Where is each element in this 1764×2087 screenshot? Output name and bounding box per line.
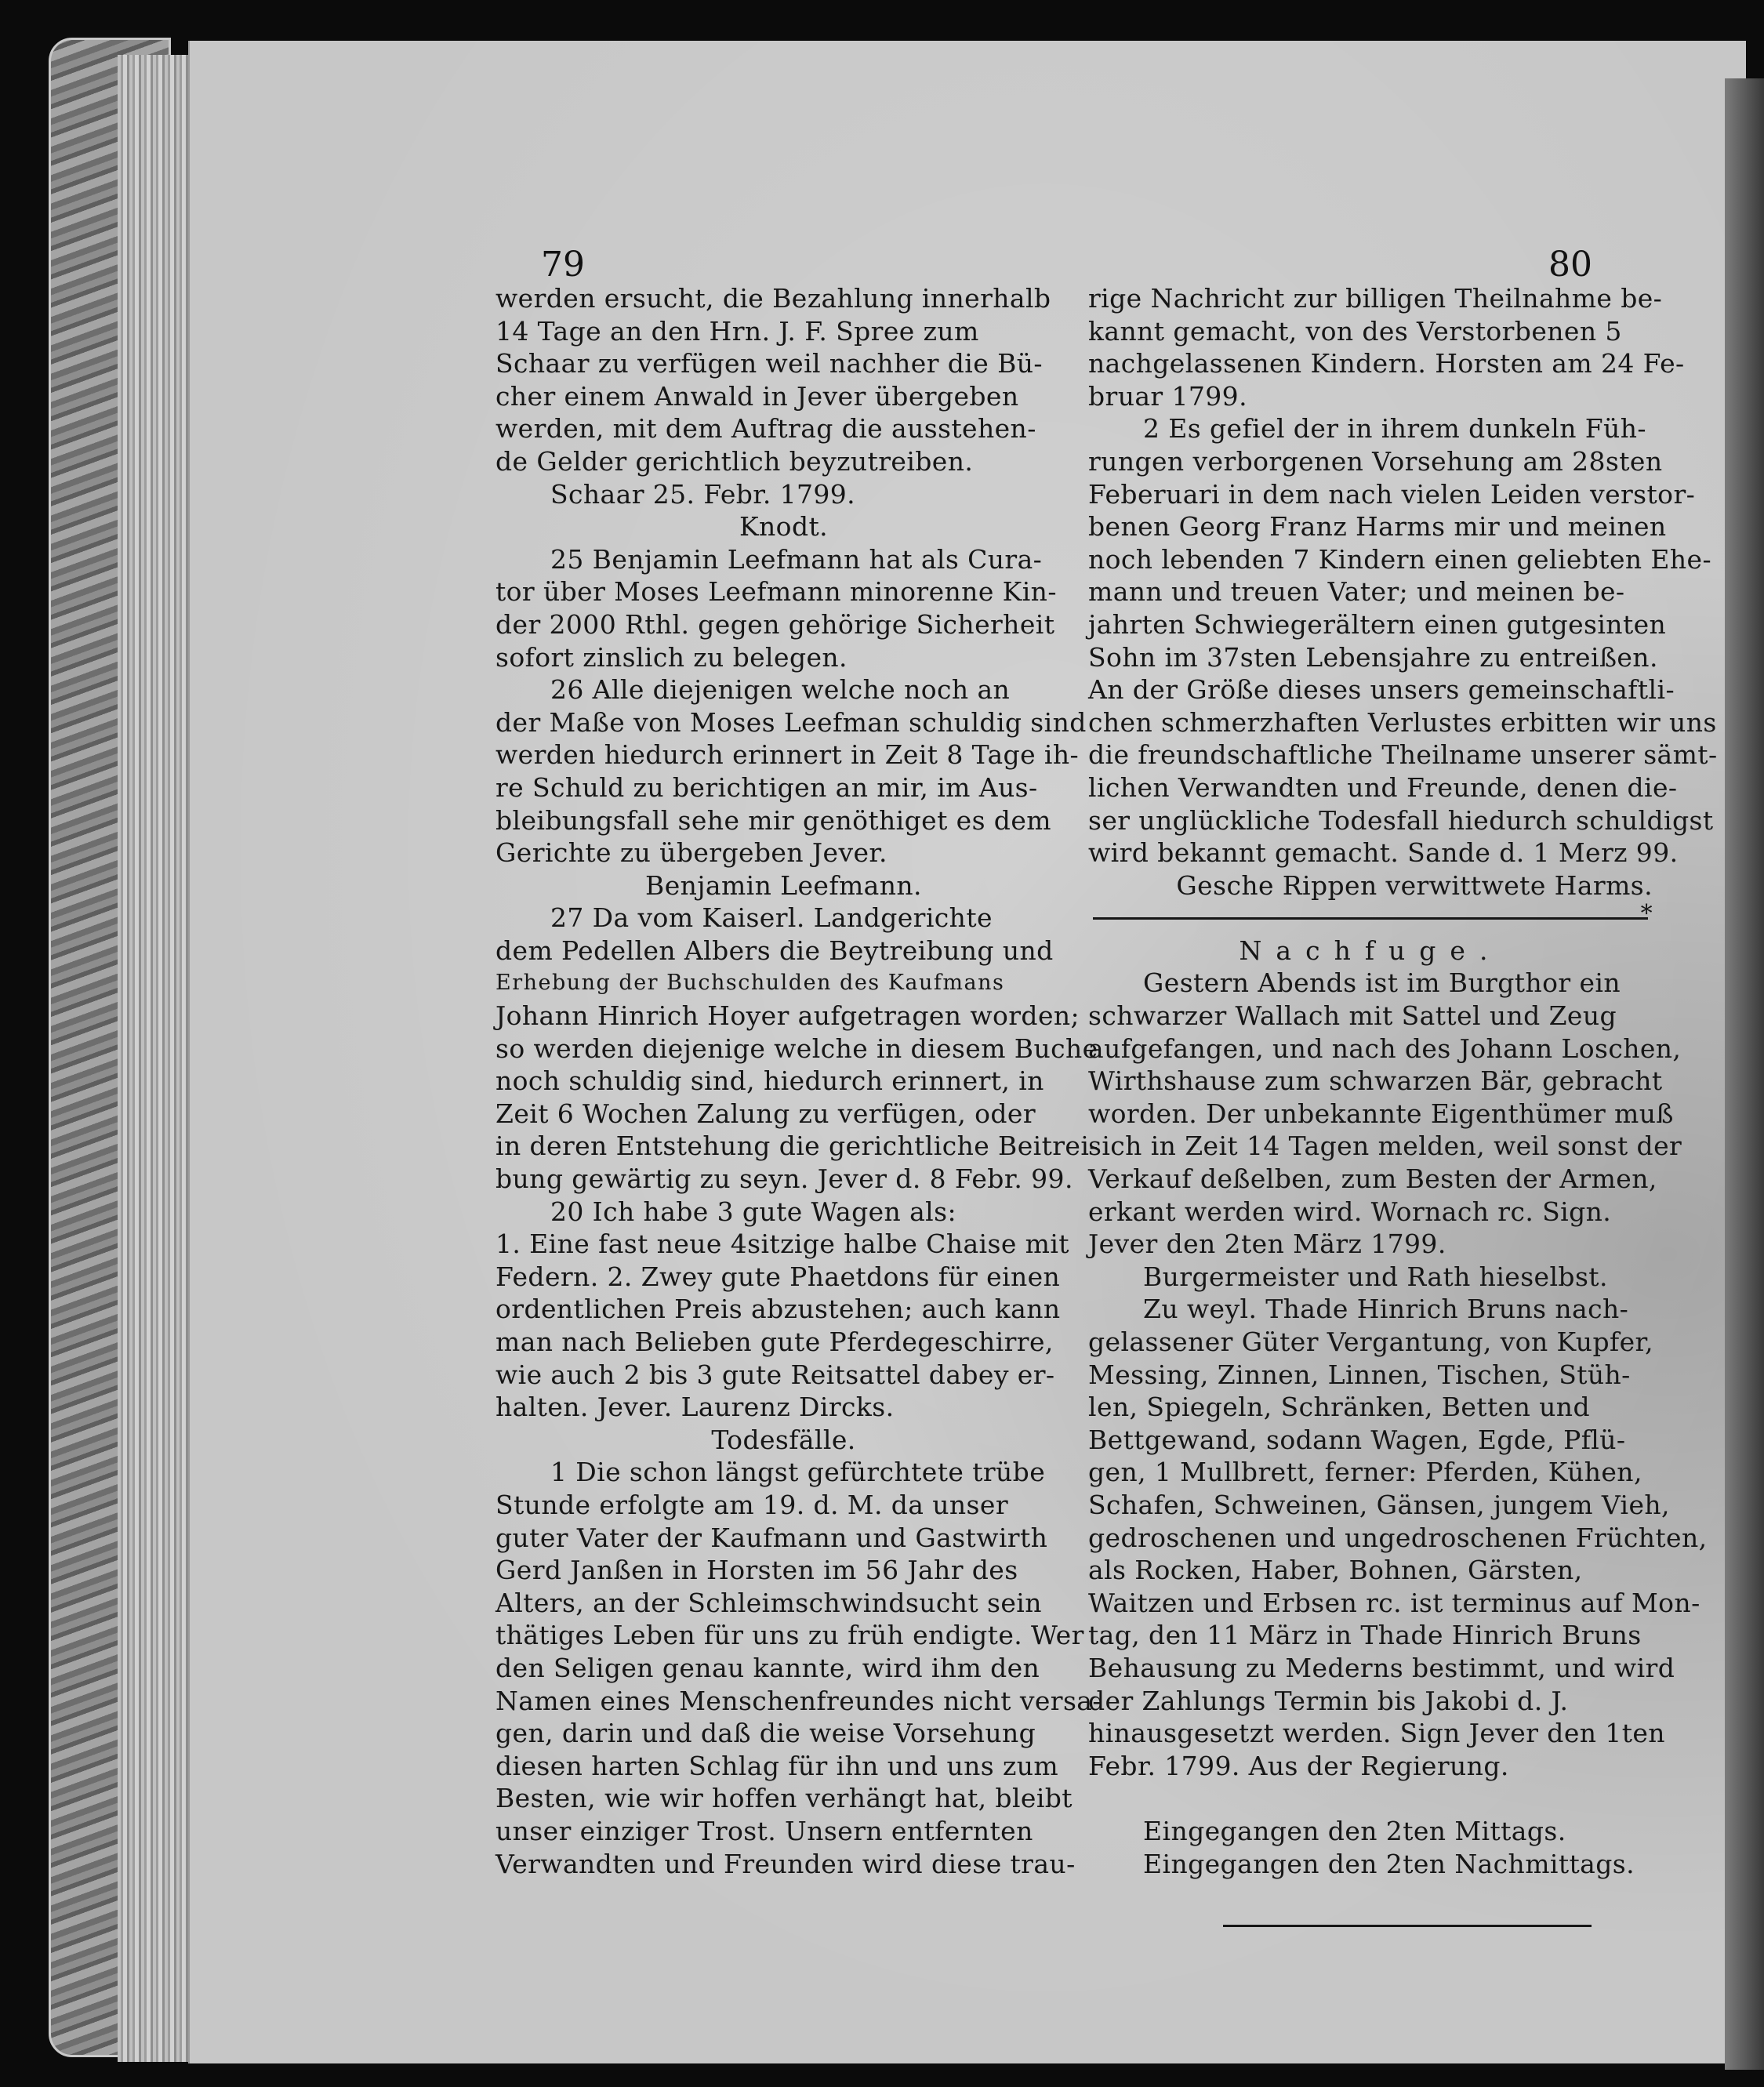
text-line: An der Größe dieses unsers gemeinschaftli- bbox=[1088, 674, 1675, 706]
text-line: Verwandten und Freunden wird diese trau- bbox=[495, 1848, 1076, 1879]
text-line: Zu weyl. Thade Hinrich Bruns nach- bbox=[1143, 1294, 1629, 1325]
text-line: noch schuldig sind, hiedurch erinnert, in bbox=[495, 1065, 1044, 1097]
text-line: 25 Benjamin Leefmann hat als Cura- bbox=[550, 543, 1043, 575]
text-line: Feberuari in dem nach vielen Leiden verstor- bbox=[1088, 478, 1696, 510]
text-line: Messing, Zinnen, Linnen, Tischen, Stüh- bbox=[1088, 1359, 1631, 1390]
text-line: re Schuld zu berichtigen an mir, im Aus- bbox=[495, 771, 1038, 803]
text-line: de Gelder gerichtlich beyzutreiben. bbox=[495, 445, 974, 477]
text-line: aufgefangen, und nach des Johann Loschen, bbox=[1088, 1033, 1682, 1064]
right-column bbox=[1088, 282, 1718, 1880]
text-line: halten. Jever. Laurenz Dircks. bbox=[495, 1392, 895, 1423]
text-line: rungen verborgenen Vorsehung am 28sten bbox=[1088, 445, 1663, 477]
text-line: 20 Ich habe 3 gute Wagen als: bbox=[550, 1196, 956, 1227]
text-line: der 2000 Rthl. gegen gehörige Sicherheit bbox=[495, 608, 1055, 640]
text-line: Zeit 6 Wochen Zalung zu verfügen, oder bbox=[495, 1098, 1036, 1129]
text-line: Federn. 2. Zwey gute Phaetdons für einen bbox=[495, 1261, 1061, 1292]
text-line: rige Nachricht zur billigen Theilnahme be- bbox=[1088, 283, 1663, 314]
text-line: Gerichte zu übergeben Jever. bbox=[495, 837, 887, 869]
section-heading: Todesfälle. bbox=[711, 1424, 856, 1455]
text-line: so werden diejenige welche in diesem Buche bbox=[495, 1033, 1098, 1064]
text-line: als Rocken, Haber, Bohnen, Gärsten, bbox=[1088, 1555, 1583, 1586]
text-line: 1. Eine fast neue 4sitzige halbe Chaise mit bbox=[495, 1229, 1069, 1260]
receipt-note: Eingegangen den 2ten Mittags. bbox=[1143, 1815, 1566, 1846]
text-line: mann und treuen Vater; und meinen be- bbox=[1088, 576, 1625, 608]
left-column bbox=[495, 282, 1102, 1880]
text-line: Gerd Janßen in Horsten im 56 Jahr des bbox=[495, 1555, 1018, 1586]
page-number-left: 79 bbox=[541, 245, 585, 285]
text-line: unser einziger Trost. Unsern entfernten bbox=[495, 1815, 1033, 1846]
section-divider bbox=[1088, 902, 1653, 935]
text-line: tag, den 11 März in Thade Hinrich Bruns bbox=[1088, 1620, 1642, 1651]
text-line: Waitzen und Erbsen rc. ist terminus auf Mon- bbox=[1088, 1587, 1700, 1618]
text-line: worden. Der unbekannte Eigenthümer muß bbox=[1088, 1098, 1674, 1129]
text-line: bleibungsfall sehe mir genöthiget es dem bbox=[495, 804, 1051, 836]
text-line: sich in Zeit 14 Tagen melden, weil sonst der bbox=[1088, 1131, 1682, 1162]
text-line: ser unglückliche Todesfall hiedurch schuldigst bbox=[1088, 804, 1714, 836]
text-line: wird bekannt gemacht. Sande d. 1 Merz 99. bbox=[1088, 837, 1679, 869]
text-line: 26 Alle diejenigen welche noch an bbox=[550, 674, 1011, 706]
text-line: tor über Moses Leefmann minorenne Kin- bbox=[495, 576, 1057, 608]
text-line: Febr. 1799. Aus der Regierung. bbox=[1088, 1750, 1509, 1781]
text-line: der Maße von Moses Leefman schuldig sind bbox=[495, 706, 1087, 738]
text-line: Schaar 25. Febr. 1799. bbox=[550, 478, 856, 510]
text-line: Jever den 2ten März 1799. bbox=[1088, 1229, 1446, 1260]
bottom-rule bbox=[1223, 1925, 1592, 1927]
text-line: hinausgesetzt werden. Sign Jever den 1ten bbox=[1088, 1718, 1665, 1749]
blank-line bbox=[1088, 1782, 1653, 1815]
text-line: thätiges Leben für uns zu früh endigte. Wer bbox=[495, 1620, 1084, 1651]
text-line: werden ersucht, die Bezahlung innerhalb bbox=[495, 283, 1051, 314]
text-line: Bettgewand, sodann Wagen, Egde, Pflü- bbox=[1088, 1424, 1626, 1455]
text-line: nachgelassenen Kindern. Horsten am 24 Fe- bbox=[1088, 348, 1685, 379]
text-line: Namen eines Menschenfreundes nicht versa- bbox=[495, 1685, 1102, 1716]
text-line: jahrten Schwiegerältern einen gutgesinten bbox=[1088, 608, 1667, 640]
text-line: der Zahlungs Termin bis Jakobi d. J. bbox=[1088, 1685, 1569, 1716]
text-line: werden hiedurch erinnert in Zeit 8 Tage ih- bbox=[495, 739, 1080, 771]
text-line: len, Spiegeln, Schränken, Betten und bbox=[1088, 1392, 1590, 1423]
text-line: Verkauf deßelben, zum Besten der Armen, bbox=[1088, 1163, 1657, 1195]
text-line: Gestern Abends ist im Burgthor ein bbox=[1143, 967, 1621, 999]
text-line: chen schmerzhaften Verlustes erbitten wir uns bbox=[1088, 706, 1717, 738]
text-line: guter Vater der Kaufmann und Gastwirth bbox=[495, 1522, 1048, 1553]
text-line: 14 Tage an den Hrn. J. F. Spree zum bbox=[495, 315, 979, 347]
text-line: wie auch 2 bis 3 gute Reitsattel dabey er- bbox=[495, 1359, 1055, 1390]
signature-line: Benjamin Leefmann. bbox=[645, 869, 922, 901]
text-line: bung gewärtig zu seyn. Jever d. 8 Febr. 99. bbox=[495, 1163, 1073, 1195]
text-line: diesen harten Schlag für ihn und uns zum bbox=[495, 1750, 1059, 1781]
section-heading: Nachfuge. bbox=[1239, 935, 1502, 966]
text-line: Johann Hinrich Hoyer aufgetragen worden; bbox=[495, 1000, 1080, 1032]
text-line: erkant werden wird. Wornach rc. Sign. bbox=[1088, 1196, 1612, 1227]
text-line: dem Pedellen Albers die Beytreibung und bbox=[495, 935, 1054, 966]
text-line: bruar 1799. bbox=[1088, 380, 1247, 412]
text-line: man nach Belieben gute Pferdegeschirre, bbox=[495, 1327, 1054, 1357]
text-line: gedroschenen und ungedroschenen Früchten, bbox=[1088, 1522, 1708, 1553]
text-line: in deren Entstehung die gerichtliche Beitrei- bbox=[495, 1131, 1098, 1162]
signature-line: Burgermeister und Rath hieselbst. bbox=[1143, 1261, 1608, 1292]
signature-line: Gesche Rippen verwittwete Harms. bbox=[1176, 869, 1653, 901]
text-line: sofort zinslich zu belegen. bbox=[495, 641, 848, 673]
receipt-note: Eingegangen den 2ten Nachmittags. bbox=[1143, 1848, 1635, 1879]
text-line: die freundschaftliche Theilname unserer sämt- bbox=[1088, 739, 1718, 771]
text-line: benen Georg Franz Harms mir und meinen bbox=[1088, 511, 1667, 543]
text-line: gelassener Güter Vergantung, von Kupfer, bbox=[1088, 1327, 1653, 1357]
text-line: Besten, wie wir hoffen verhängt hat, bleibt bbox=[495, 1783, 1073, 1814]
facing-page-edge bbox=[1725, 78, 1764, 2070]
text-line: schwarzer Wallach mit Sattel und Zeug bbox=[1088, 1000, 1617, 1032]
text-line: ordentlichen Preis abzustehen; auch kann bbox=[495, 1294, 1061, 1325]
text-line: noch lebenden 7 Kindern einen geliebten Ehe- bbox=[1088, 543, 1712, 575]
text-line: Schaar zu verfügen weil nachher die Bü- bbox=[495, 348, 1043, 379]
text-line: 2 Es gefiel der in ihrem dunkeln Füh- bbox=[1143, 413, 1646, 445]
text-line: Schafen, Schweinen, Gänsen, jungem Vieh, bbox=[1088, 1489, 1670, 1520]
text-line: Behausung zu Mederns bestimmt, und wird bbox=[1088, 1652, 1675, 1683]
text-line: Erhebung der Buchschulden des Kaufmans bbox=[495, 971, 1005, 996]
text-line: cher einem Anwald in Jever übergeben bbox=[495, 380, 1019, 412]
text-line: Wirthshause zum schwarzen Bär, gebracht bbox=[1088, 1065, 1663, 1097]
text-line: den Seligen genau kannte, wird ihm den bbox=[495, 1652, 1040, 1683]
text-line: lichen Verwandten und Freunde, denen die- bbox=[1088, 771, 1678, 803]
page-number-right: 80 bbox=[1548, 245, 1592, 285]
text-line: 1 Die schon längst gefürchtete trübe bbox=[550, 1457, 1046, 1488]
text-line: Sohn im 37sten Lebensjahre zu entreißen. bbox=[1088, 641, 1658, 673]
text-line: Stunde erfolgte am 19. d. M. da unser bbox=[495, 1489, 1008, 1520]
text-line: Alters, an der Schleimschwindsucht sein bbox=[495, 1587, 1042, 1618]
text-line: gen, 1 Mullbrett, ferner: Pferden, Kühen, bbox=[1088, 1457, 1642, 1488]
text-line: 27 Da vom Kaiserl. Landgerichte bbox=[550, 902, 993, 934]
text-line: werden, mit dem Auftrag die ausstehen- bbox=[495, 413, 1036, 445]
text-line: kannt gemacht, von des Verstorbenen 5 bbox=[1088, 315, 1622, 347]
text-line: gen, darin und daß die weise Vorsehung bbox=[495, 1718, 1036, 1749]
signature-line: Knodt. bbox=[739, 511, 829, 543]
